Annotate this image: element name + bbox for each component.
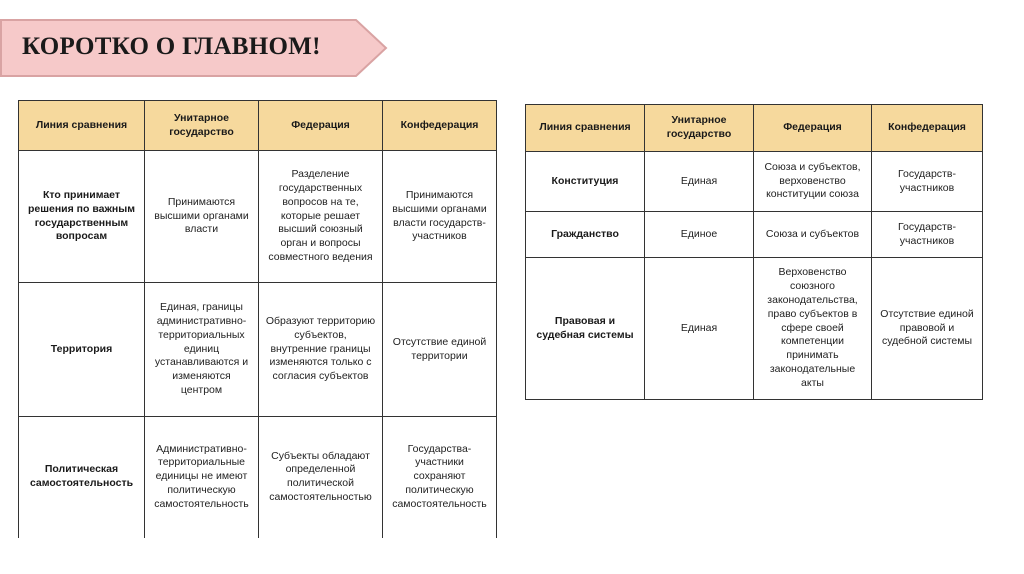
table-cell: Единая, границы административно-территориальных единиц устанавливаются и изменяются центром — [145, 283, 259, 417]
table-row — [526, 212, 983, 258]
header-cell: Федерация — [754, 105, 872, 152]
title-banner — [0, 19, 388, 77]
table-cell: Верховенство союзного законодательства, право субъектов в сфере своей компетенции принимать законодательные акты — [754, 258, 872, 400]
table-row — [19, 151, 497, 283]
table-cell: Единая — [645, 152, 754, 212]
table-cell: Отсутствие единой территории — [383, 283, 497, 417]
table-cell: Административно-территориальные единицы не имеют политическую самостоятельность — [145, 417, 259, 538]
table-cell: Государств-участников — [872, 212, 983, 258]
table-cell: Принимаются высшими органами власти государств-участников — [383, 151, 497, 283]
table-cell: Субъекты обладают определенной политической самостоятельностью — [259, 417, 383, 538]
header-cell: Унитарное государство — [645, 105, 754, 152]
table-cell: Государств-участников — [872, 152, 983, 212]
page-title: КОРОТКО О ГЛАВНОМ! — [22, 33, 321, 60]
table-cell: Союза и субъектов — [754, 212, 872, 258]
header-cell: Линия сравнения — [19, 101, 145, 151]
table-header-row — [526, 105, 983, 152]
table-cell: Единая — [645, 258, 754, 400]
table-cell: Принимаются высшими органами власти — [145, 151, 259, 283]
comparison-table-right — [525, 104, 983, 400]
header-cell: Унитарное государство — [145, 101, 259, 151]
row-label: Конституция — [526, 152, 645, 212]
header-cell: Конфедерация — [383, 101, 497, 151]
header-cell: Федерация — [259, 101, 383, 151]
table-row — [526, 152, 983, 212]
row-label: Кто принимает решения по важным государственным вопросам — [19, 151, 145, 283]
comparison-table-left — [18, 100, 497, 538]
header-cell: Линия сравнения — [526, 105, 645, 152]
table-cell: Союза и субъектов, верховенство конституции союза — [754, 152, 872, 212]
row-label: Гражданство — [526, 212, 645, 258]
table-cell: Образуют территорию субъектов, внутренние границы изменяются только с согласия субъектов — [259, 283, 383, 417]
table-cell: Государства-участники сохраняют политическую самостоятельность — [383, 417, 497, 538]
table-cell: Единое — [645, 212, 754, 258]
row-label: Правовая и судебная системы — [526, 258, 645, 400]
table-header-row — [19, 101, 497, 151]
table-row — [19, 417, 497, 538]
table-row — [526, 258, 983, 400]
table-row — [19, 283, 497, 417]
row-label: Территория — [19, 283, 145, 417]
table-cell: Отсутствие единой правовой и судебной системы — [872, 258, 983, 400]
row-label: Политическая самостоятельность — [19, 417, 145, 538]
table-cell: Разделение государственных вопросов на те, которые решает высший союзный орган и вопросы совместного ведения — [259, 151, 383, 283]
header-cell: Конфедерация — [872, 105, 983, 152]
